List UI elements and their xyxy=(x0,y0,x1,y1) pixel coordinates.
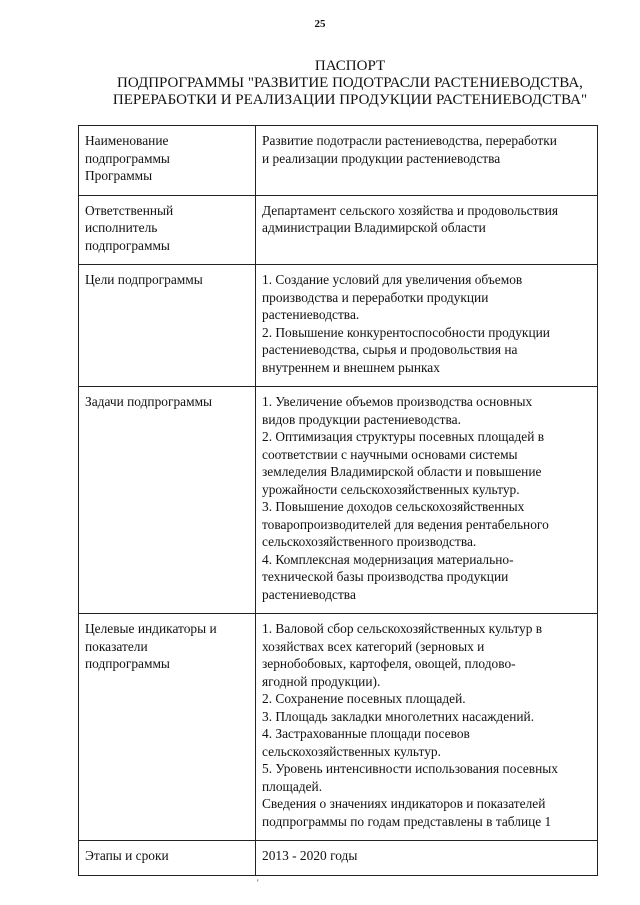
row-value-line: видов продукции растениеводства. xyxy=(262,411,461,427)
row-value-line: технической базы производства продукции xyxy=(262,569,509,584)
row-value-line: земледелия Владимирской области и повышение xyxy=(262,464,542,479)
row-label-line: Задачи подпрограммы xyxy=(85,394,213,409)
row-value-line: сельскохозяйственных культур. xyxy=(262,743,441,759)
row-value-line: растениеводства xyxy=(262,586,356,602)
row-value-line: 1. Увеличение объемов производства основных xyxy=(262,394,533,409)
row-label-line: показатели xyxy=(85,638,148,654)
row-value-line: сельскохозяйственного производства. xyxy=(262,534,477,549)
row-value-line: внутреннем и внешнем рынках xyxy=(262,359,440,375)
row-value-line: Сведения о значениях индикаторов и показателей xyxy=(262,796,546,811)
footer-mark: ' xyxy=(257,878,259,888)
row-value-cell xyxy=(256,614,598,841)
title-line-1: ПАСПОРТ xyxy=(314,58,386,74)
row-label-line: Наименование xyxy=(85,133,169,148)
row-value-line: 2. Оптимизация структуры посевных площадей в xyxy=(262,429,545,444)
row-value-line: и реализации продукции растениеводства xyxy=(262,150,501,166)
row-value-line: 3. Площадь закладки многолетних насаждений. xyxy=(262,708,535,724)
table-row xyxy=(79,614,598,841)
row-value-cell xyxy=(256,841,598,876)
table-row xyxy=(79,195,598,265)
row-value-line: ягодной продукции). xyxy=(262,673,381,689)
row-label-cell xyxy=(79,126,256,196)
row-label-cell xyxy=(79,614,256,841)
row-value-line: 4. Застрахованные площади посевов xyxy=(262,726,470,741)
row-value-line: подпрограммы по годам представлены в таблице 1 xyxy=(262,813,552,829)
row-label-cell xyxy=(79,265,256,387)
table-row xyxy=(79,126,598,196)
row-label-cell xyxy=(79,841,256,876)
row-value-line: производства и переработки продукции xyxy=(262,289,489,305)
title-line-2: ПОДПРОГРАММЫ "РАЗВИТИЕ ПОДОТРАСЛИ РАСТЕНИЕВОДСТВА, xyxy=(117,75,583,91)
row-label-line: Цели подпрограммы xyxy=(85,272,203,287)
row-label-cell xyxy=(79,195,256,265)
row-value-line: 2. Сохранение посевных площадей. xyxy=(262,691,466,706)
table-row xyxy=(79,387,598,614)
passport-table xyxy=(78,125,598,876)
page-number: 25 xyxy=(314,18,326,30)
row-value-line: площадей. xyxy=(262,778,323,794)
row-value-cell xyxy=(256,387,598,614)
row-value-line: товаропроизводителей для ведения рентабельного xyxy=(262,516,549,532)
row-value-cell xyxy=(256,265,598,387)
row-label-line: подпрограммы xyxy=(85,237,170,253)
row-value-line: 2. Повышение конкурентоспособности продукции xyxy=(262,324,550,340)
row-value-line: хозяйствах всех категорий (зерновых и xyxy=(262,638,485,654)
row-label-line: подпрограммы xyxy=(85,656,170,671)
row-label-cell xyxy=(79,387,256,614)
row-value-line: 3. Повышение доходов сельскохозяйственных xyxy=(262,499,525,514)
row-value-line: урожайности сельскохозяйственных культур. xyxy=(262,481,520,497)
row-value-line: зернобобовых, картофеля, овощей, плодово- xyxy=(262,656,516,671)
row-label-line: Ответственный xyxy=(85,202,174,218)
table-row xyxy=(79,841,598,876)
row-value-line: Департамент сельского хозяйства и продовольствия xyxy=(262,202,559,218)
document-title xyxy=(60,58,640,109)
row-label-line: Целевые индикаторы и xyxy=(85,621,217,636)
title-line-3: ПЕРЕРАБОТКИ И РЕАЛИЗАЦИИ ПРОДУКЦИИ РАСТЕНИЕВОДСТВА" xyxy=(112,92,588,108)
row-value-line: 5. Уровень интенсивности использования посевных xyxy=(262,761,558,776)
row-value-cell xyxy=(256,195,598,265)
row-value-line: растениеводства, сырья и продовольствия на xyxy=(262,342,518,357)
row-value-line: соответствии с научными основами системы xyxy=(262,446,518,462)
row-label-line: подпрограммы xyxy=(85,150,170,166)
table-row xyxy=(79,265,598,387)
row-label-line: исполнитель xyxy=(85,220,158,235)
row-value-line: администрации Владимирской области xyxy=(262,220,486,235)
row-label-line: Этапы и сроки xyxy=(85,848,169,863)
row-label-line: Программы xyxy=(85,168,153,183)
row-value-line: 4. Комплексная модернизация материально- xyxy=(262,551,514,567)
row-value-line: Развитие подотрасли растениеводства, переработки xyxy=(262,133,557,148)
row-value-line: растениеводства. xyxy=(262,307,360,322)
passport-table-body xyxy=(79,126,598,876)
row-value-cell xyxy=(256,126,598,196)
row-value-line: 1. Создание условий для увеличения объемов xyxy=(262,272,523,287)
row-value-line: 2013 - 2020 годы xyxy=(262,848,358,863)
row-value-line: 1. Валовой сбор сельскохозяйственных культур в xyxy=(262,621,543,636)
